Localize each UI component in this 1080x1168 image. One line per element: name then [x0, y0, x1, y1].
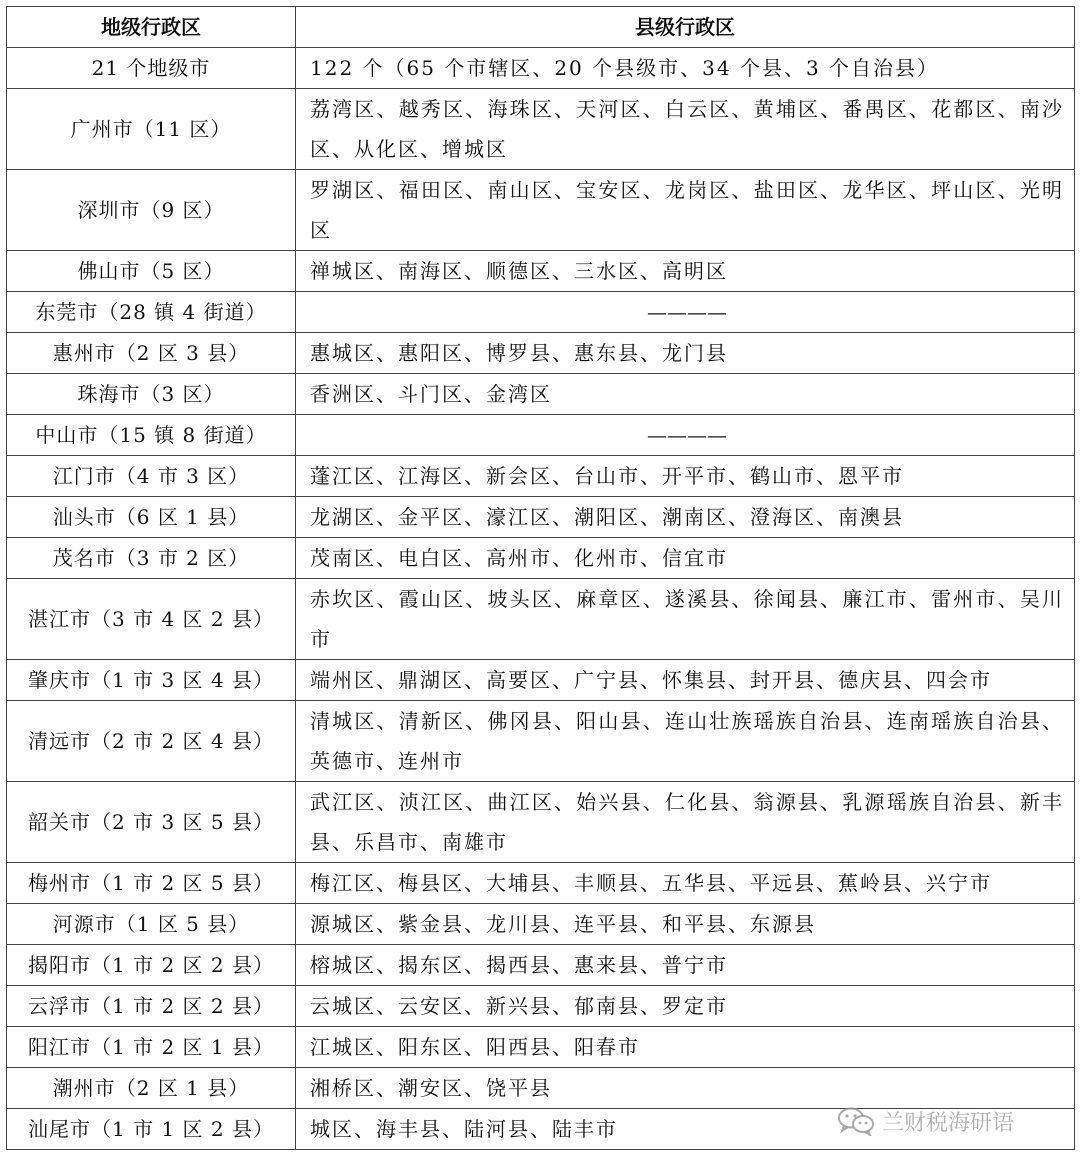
city-cell: 韶关市（2 市 3 区 5 县） [7, 782, 296, 863]
counties-cell: 茂南区、电白区、高州市、化州市、信宜市 [296, 538, 1075, 579]
table-row [7, 456, 1075, 497]
table-row [7, 415, 1075, 456]
city-cell: 21 个地级市 [7, 48, 296, 89]
counties-cell: 武江区、浈江区、曲江区、始兴县、仁化县、翁源县、乳源瑶族自治县、新丰县、乐昌市、南雄市 [296, 782, 1075, 863]
counties-cell: 榕城区、揭东区、揭西县、惠来县、普宁市 [296, 945, 1075, 986]
counties-cell: 清城区、清新区、佛冈县、阳山县、连山壮族瑶族自治县、连南瑶族自治县、英德市、连州市 [296, 701, 1075, 782]
counties-cell: 禅城区、南海区、顺德区、三水区、高明区 [296, 251, 1075, 292]
city-cell: 佛山市（5 区） [7, 251, 296, 292]
table-row [7, 292, 1075, 333]
counties-cell: 赤坎区、霞山区、坡头区、麻章区、遂溪县、徐闻县、廉江市、雷州市、吴川市 [296, 579, 1075, 660]
city-cell: 深圳市（9 区） [7, 170, 296, 251]
counties-cell: 荔湾区、越秀区、海珠区、天河区、白云区、黄埔区、番禺区、花都区、南沙区、从化区、增城区 [296, 89, 1075, 170]
counties-cell: 122 个（65 个市辖区、20 个县级市、34 个县、3 个自治县） [296, 48, 1075, 89]
city-cell: 梅州市（1 市 2 区 5 县） [7, 863, 296, 904]
counties-cell: 梅江区、梅县区、大埔县、丰顺县、五华县、平远县、蕉岭县、兴宁市 [296, 863, 1075, 904]
watermark-text: 兰财税海研语 [882, 1110, 1015, 1136]
counties-cell: 端州区、鼎湖区、高要区、广宁县、怀集县、封开县、德庆县、四会市 [296, 660, 1075, 701]
table-row [7, 48, 1075, 89]
city-cell: 广州市（11 区） [7, 89, 296, 170]
table-row [7, 538, 1075, 579]
city-cell: 茂名市（3 市 2 区） [7, 538, 296, 579]
city-cell: 江门市（4 市 3 区） [7, 456, 296, 497]
city-cell: 惠州市（2 区 3 县） [7, 333, 296, 374]
city-cell: 汕头市（6 区 1 县） [7, 497, 296, 538]
table-row [7, 170, 1075, 251]
table-row [7, 945, 1075, 986]
city-cell: 中山市（15 镇 8 街道） [7, 415, 296, 456]
city-cell: 湛江市（3 市 4 区 2 县） [7, 579, 296, 660]
city-cell: 阳江市（1 市 2 区 1 县） [7, 1027, 296, 1068]
table-row [7, 701, 1075, 782]
city-cell: 潮州市（2 区 1 县） [7, 1068, 296, 1109]
table-row [7, 1027, 1075, 1068]
counties-cell: 香洲区、斗门区、金湾区 [296, 374, 1075, 415]
counties-cell: 湘桥区、潮安区、饶平县 [296, 1068, 1075, 1109]
table-row [7, 660, 1075, 701]
table-row [7, 579, 1075, 660]
counties-cell: 龙湖区、金平区、濠江区、潮阳区、潮南区、澄海区、南澳县 [296, 497, 1075, 538]
table-row [7, 251, 1075, 292]
counties-cell: 江城区、阳东区、阳西县、阳春市 [296, 1027, 1075, 1068]
counties-cell: 罗湖区、福田区、南山区、宝安区、龙岗区、盐田区、龙华区、坪山区、光明区 [296, 170, 1075, 251]
city-cell: 汕尾市（1 市 1 区 2 县） [7, 1109, 296, 1150]
admin-division-table [6, 6, 1075, 1150]
table-row [7, 863, 1075, 904]
city-cell: 肇庆市（1 市 3 区 4 县） [7, 660, 296, 701]
table-row [7, 1068, 1075, 1109]
counties-cell: 城区、海丰县、陆河县、陆丰市 [296, 1109, 1075, 1150]
counties-cell: 蓬江区、江海区、新会区、台山市、开平市、鹤山市、恩平市 [296, 456, 1075, 497]
table-row [7, 89, 1075, 170]
table-row [7, 1109, 1075, 1150]
table-row [7, 782, 1075, 863]
table-row [7, 497, 1075, 538]
city-cell: 珠海市（3 区） [7, 374, 296, 415]
table-row [7, 374, 1075, 415]
city-cell: 云浮市（1 市 2 区 2 县） [7, 986, 296, 1027]
table-header-row [7, 7, 1075, 48]
header-county: 县级行政区 [296, 7, 1075, 48]
counties-cell: 云城区、云安区、新兴县、郁南县、罗定市 [296, 986, 1075, 1027]
counties-cell-empty: ———— [296, 292, 1075, 333]
city-cell: 清远市（2 市 2 区 4 县） [7, 701, 296, 782]
counties-cell: 惠城区、惠阳区、博罗县、惠东县、龙门县 [296, 333, 1075, 374]
city-cell: 东莞市（28 镇 4 街道） [7, 292, 296, 333]
city-cell: 揭阳市（1 市 2 区 2 县） [7, 945, 296, 986]
header-prefecture: 地级行政区 [7, 7, 296, 48]
table-row [7, 904, 1075, 945]
table-row [7, 986, 1075, 1027]
counties-cell: 源城区、紫金县、龙川县、连平县、和平县、东源县 [296, 904, 1075, 945]
city-cell: 河源市（1 区 5 县） [7, 904, 296, 945]
table-row [7, 333, 1075, 374]
counties-cell-empty: ———— [296, 415, 1075, 456]
